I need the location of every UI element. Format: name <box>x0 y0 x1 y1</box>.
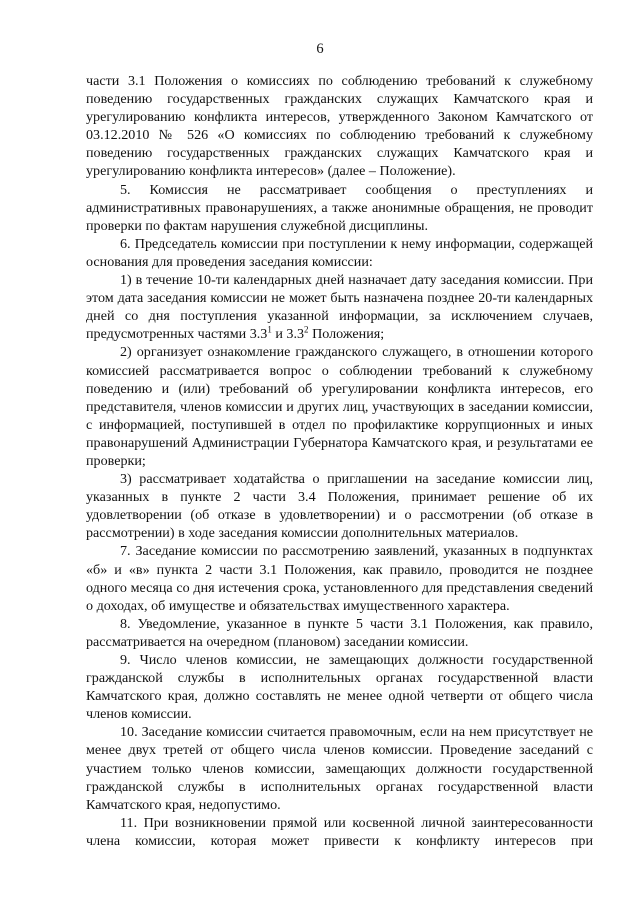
paragraph-6-item-1 <box>86 271 593 343</box>
paragraph-6-item-1-text-a: 1) в течение 10-ти календарных дней назначает дату заседания комиссии. При этом дата заседания комиссии не может быть назначена позднее 20-ти календарных дней со дня поступления указанной информации, за исключением случаев, предусмотренных частями 3.3 <box>86 272 593 343</box>
paragraph-8: 8. Уведомление, указанное в пункте 5 части 3.1 Положения, как правило, рассматривается на очередном (плановом) заседании комиссии. <box>86 615 593 650</box>
paragraph-6-item-3: 3) рассматривает ходатайства о приглашении на заседание комиссии лиц, указанных в пункте 2 части 3.4 Положения, принимает решение об их удовлетворении (об отказе в удовлетворении) и о рассмотрении (об отказе в рассмотрении) в ходе заседания комиссии дополнительных материалов. <box>86 471 593 542</box>
paragraph-10: 10. Заседание комиссии считается правомочным, если на нем присутствует не менее двух третей от общего числа членов комиссии. Проведение заседаний с участием только членов комиссии, замещающих должности государственной гражданской службы в исполнительных органах государственной власти Камчатского края, недопустимо. <box>86 724 593 813</box>
paragraph-5: 5. Комиссия не рассматривает сообщения о преступлениях и административных правонарушениях, а также анонимные обращения, не проводит проверки по фактам нарушения служебной дисциплины. <box>86 181 593 234</box>
paragraph-11: 11. При возникновении прямой или косвенной личной заинтересованности члена комиссии, которая может привести к конфликту интересов при <box>86 814 593 849</box>
superscript-2: 2 <box>304 324 309 335</box>
paragraph-6-item-1-text-c: Положения; <box>308 326 385 343</box>
paragraph-9: 9. Число членов комиссии, не замещающих должности государственной гражданской службы в исполнительных органах государственной власти Камчатского края, должно составлять не менее одной четверти от общего числа членов комиссии. <box>86 652 593 723</box>
paragraph-6: 6. Председатель комиссии при поступлении к нему информации, содержащей основания для проведения заседания комиссии: <box>86 235 593 270</box>
page-number: 6 <box>316 41 324 57</box>
paragraph-7: 7. Заседание комиссии по рассмотрению заявлений, указанных в подпунктах «б» и «в» пункта 2 части 3.1 Положения, как правило, проводится не позднее одного месяца со дня истечения срока, установленного для представления сведений о доходах, об имуществе и обязательствах имущественного характера. <box>86 543 593 614</box>
paragraph-6-item-2: 2) организует ознакомление гражданского служащего, в отношении которого комиссией рассматривается вопрос о соблюдении требований к служебному поведению и (или) требований об урегулировании конфликта интересов, его представителя, членов комиссии и других лиц, участвующих в заседании комиссии, с информацией, поступившей в отдел по профилактике коррупционных и иных правонарушений Администрации Губернатора Камчатского края, и результатами ее проверки; <box>86 344 593 469</box>
document-body <box>86 72 593 850</box>
paragraph-6-item-1-text-b: и 3.3 <box>271 326 305 343</box>
paragraph-continuation: части 3.1 Положения о комиссиях по соблюдению требований к служебному поведению государственных гражданских служащих Камчатского края и урегулированию конфликта интересов, утвержденного Законом Камчатского от 03.12.2010 № 526 «О комиссиях по соблюдению требований к служебному поведению государственных гражданских служащих Камчатского края и урегулированию конфликта интересов» (далее – Положение). <box>86 73 593 180</box>
superscript-1: 1 <box>267 324 272 335</box>
